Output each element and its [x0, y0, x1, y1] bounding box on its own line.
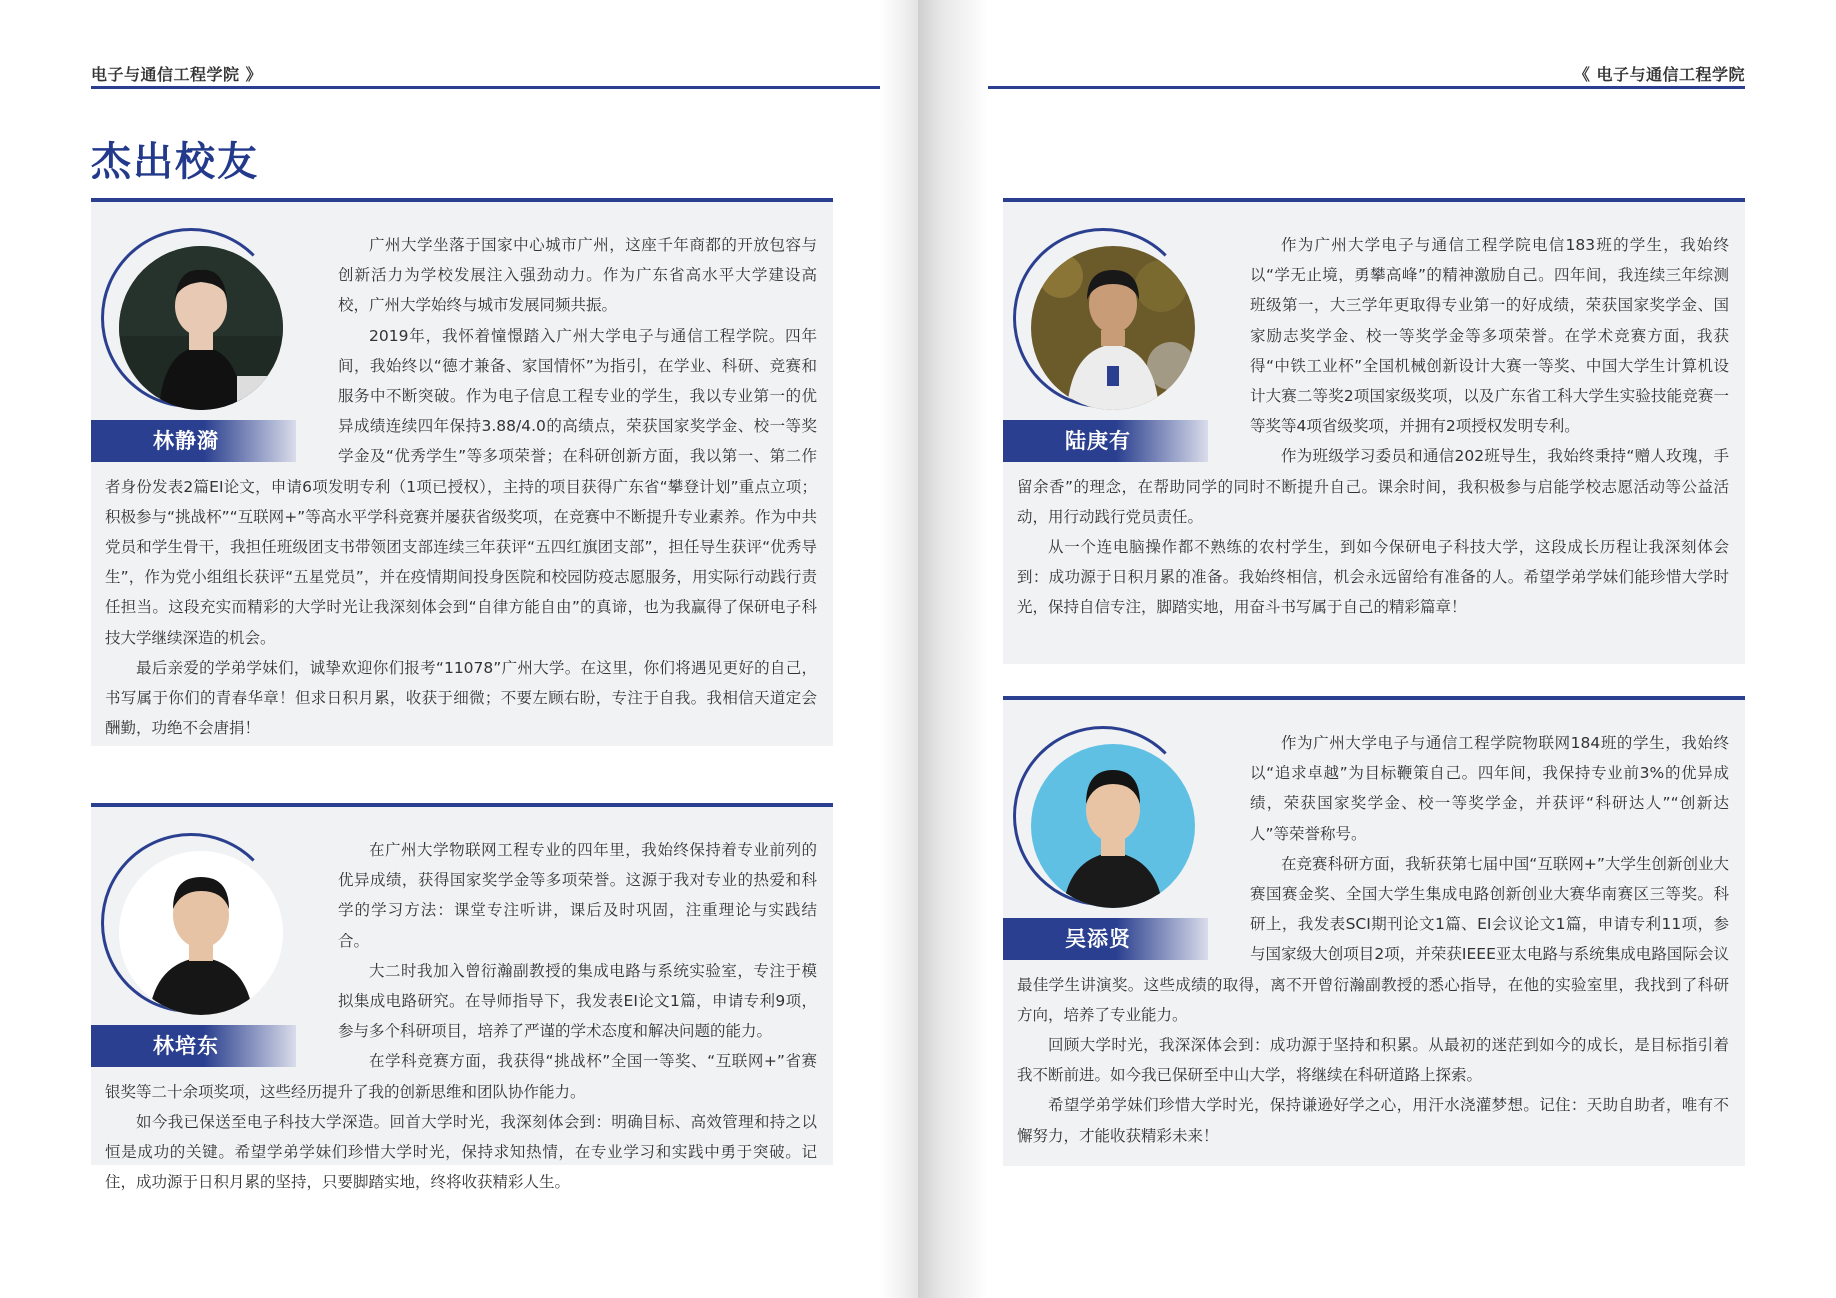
running-header-left: 电子与通信工程学院 》 — [91, 65, 263, 84]
bio-paragraph: 广州大学坐落于国家中心城市广州，这座千年商都的开放包容与创新活力为学校发展注入强劲动力。作为广东省高水平大学建设高校，广州大学始终与城市发展同频共振。 — [338, 236, 817, 315]
alumni-bio — [105, 835, 817, 1197]
alumni-name-tag: 吴添贤 — [1003, 918, 1208, 960]
right-page — [918, 0, 1836, 1298]
alumni-bio — [1017, 728, 1729, 1151]
running-header-right: 《 电子与通信工程学院 — [1573, 65, 1745, 84]
bio-paragraph: 在学科竞赛方面，我获得“挑战杯”全国一等奖、“互联网+”省赛银奖等二十余项奖项，这些经历提升了我的创新思维和团队协作能力。 — [105, 1052, 817, 1101]
header-rule-left — [91, 86, 918, 89]
header-rule-right — [918, 86, 1745, 89]
alumni-name-tag: 林静漪 — [91, 420, 296, 462]
bio-paragraph: 如今我已保送至电子科技大学深造。回首大学时光，我深刻体会到：明确目标、高效管理和持之以恒是成功的关键。希望学弟学妹们珍惜大学时光，保持求知热情，在专业学习和实践中勇于突破。记住，成功源于日积月累的坚持，只要脚踏实地，终将收获精彩人生。 — [105, 1112, 817, 1192]
alumni-name-tag: 陆庚有 — [1003, 420, 1208, 462]
alumni-card-lin-peidong — [91, 803, 833, 1192]
bio-paragraph: 作为班级学习委员和通信202班导生，我始终秉持“赠人玫瑰，手留余香”的理念，在帮助同学的同时不断提升自己。课余时间，我积极参与启能学校志愿活动等公益活动，用行动践行党员责任。 — [1017, 447, 1729, 526]
bio-paragraph: 2019年，我怀着憧憬踏入广州大学电子与通信工程学院。四年间，我始终以“德才兼备、家国情怀”为指引，在学业、科研、竞赛和服务中不断突破。作为电子信息工程专业的学生，我以专业第一的优异成绩连续四年保持3.88/4.0的高绩点，荣获国家奖学金、校一等奖学金及“优秀学生”等多项荣誉；在科研创新方面，我以第一、第二作者身份发表2篇EI论文，申请6项发明专利（1项已授权），主持的项目获得广东省“攀登计划”重点立项；积极参与“挑战杯”“互联网+”等高水平学科竞赛并屡获省级奖项，在竞赛中不断提升专业素养。作为中共党员和学生骨干，我担任班级团支书带领团支部连续三年获评“五四红旗团支部”，担任导生获评“优秀导生”，作为党小组组长获评“五星党员”，并在疫情期间投身医院和校园防疫志愿服务，用实际行动践行责任担当。这段充实而精彩的大学时光让我深刻体会到“自律方能自由”的真谛，也为我赢得了保研电子科技大学继续深造的机会。 — [105, 326, 817, 647]
bio-paragraph: 在广州大学物联网工程专业的四年里，我始终保持着专业前列的优异成绩，获得国家奖学金等多项荣誉。这源于我对专业的热爱和科学的学习方法：课堂专注听讲，课后及时巩固，注重理论与实践结合。 — [338, 841, 817, 950]
alumni-card-lu-gengyou — [1003, 198, 1745, 664]
bio-paragraph: 在竞赛科研方面，我斩获第七届中国“互联网+”大学生创新创业大赛国赛金奖、全国大学生集成电路创新创业大赛华南赛区三等奖。科研上，我发表SCI期刊论文1篇、EI会议论文1篇，申请专利11项，参与国家级大创项目2项，并荣获IEEE亚太电路与系统集成电路国际会议最佳学生讲演奖。这些成绩的取得，离不开曾衍瀚副教授的悉心指导，在他的实验室里，我找到了科研方向，培养了专业能力。 — [1017, 854, 1729, 1024]
bio-paragraph: 作为广州大学电子与通信工程学院电信183班的学生，我始终以“学无止境，勇攀高峰”的精神激励自己。四年间，我连续三年综测班级第一，大三学年更取得专业第一的好成绩，荣获国家奖学金、国家励志奖学金、校一等奖学金等多项荣誉。在学术竞赛方面，我获得“中铁工业杯”全国机械创新设计大赛一等奖、中国大学生计算机设计大赛二等奖2项国家级奖项，以及广东省工科大学生实验技能竞赛一等奖等4项省级奖项，并拥有2项授权发明专利。 — [1250, 236, 1729, 436]
bio-paragraph: 从一个连电脑操作都不熟练的农村学生，到如今保研电子科技大学，这段成长历程让我深刻体会到：成功源于日积月累的准备。我始终相信，机会永远留给有准备的人。希望学弟学妹们能珍惜大学时光，保持自信专注，脚踏实地，用奋斗书写属于自己的精彩篇章！ — [1017, 538, 1729, 617]
bio-paragraph: 回顾大学时光，我深深体会到：成功源于坚持和积累。从最初的迷茫到如今的成长，是目标指引着我不断前进。如今我已保研至中山大学，将继续在科研道路上探索。 — [1017, 1036, 1729, 1085]
book-gutter-shadow-left — [880, 0, 918, 1298]
alumni-card-wu-tianxian — [1003, 696, 1745, 1166]
alumni-card-lin-jingyi — [91, 198, 833, 746]
alumni-name-tag: 林培东 — [91, 1025, 296, 1067]
book-gutter-shadow-right — [918, 0, 988, 1298]
bio-paragraph: 大二时我加入曾衍瀚副教授的集成电路与系统实验室，专注于模拟集成电路研究。在导师指导下，我发表EI论文1篇，申请专利9项，参与多个科研项目，培养了严谨的学术态度和解决问题的能力。 — [338, 961, 817, 1041]
alumni-bio — [1017, 230, 1729, 623]
page-title: 杰出校友 — [91, 139, 259, 185]
alumni-bio — [105, 230, 817, 743]
bio-paragraph: 作为广州大学电子与通信工程学院物联网184班的学生，我始终以“追求卓越”为目标鞭策自己。四年间，我保持专业前3%的优异成绩，荣获国家奖学金、校一等奖学金，并获评“科研达人”“创新达人”等荣誉称号。 — [1250, 734, 1729, 843]
bio-paragraph: 希望学弟学妹们珍惜大学时光，保持谦逊好学之心，用汗水浇灌梦想。记住：天助自助者，唯有不懈努力，才能收获精彩未来！ — [1017, 1096, 1729, 1145]
bio-paragraph: 最后亲爱的学弟学妹们，诚挚欢迎你们报考“11078”广州大学。在这里，你们将遇见更好的自己，书写属于你们的青春华章！但求日积月累，收获于细微；不要左顾右盼，专注于自我。我相信天道定会酬勤，功绝不会唐捐！ — [105, 658, 817, 738]
